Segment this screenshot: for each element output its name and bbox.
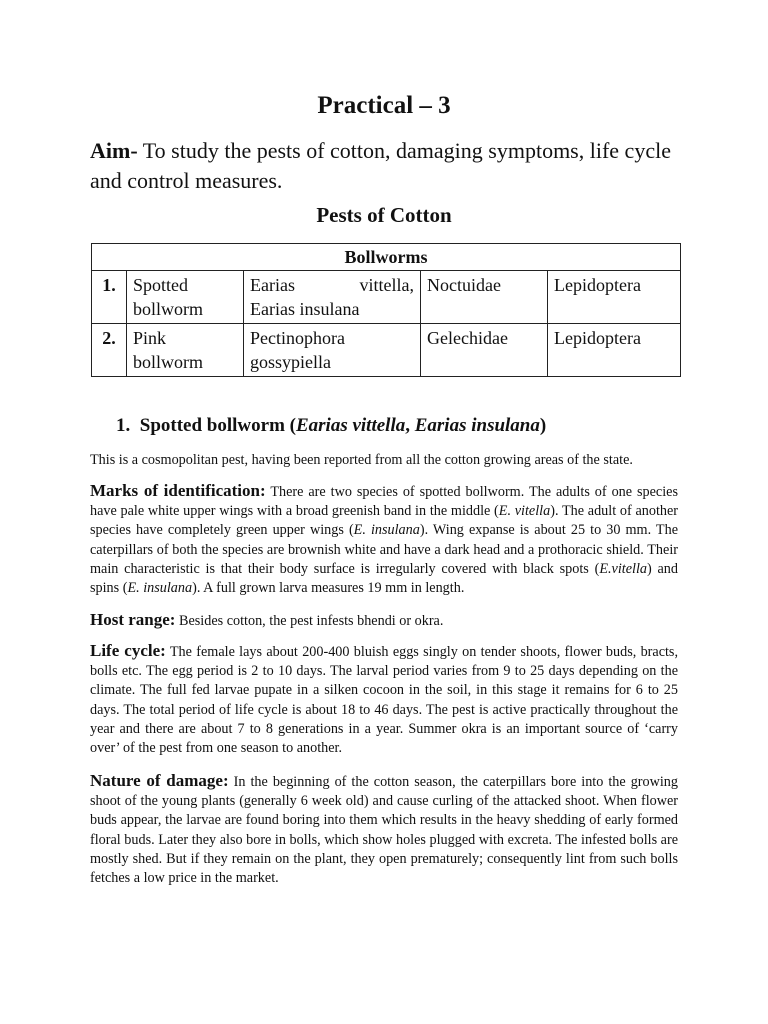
life-cycle-heading: Life cycle: (90, 641, 166, 660)
paragraph-text: ). Wing expanse is about 25 to 30 mm. The caterpillars of both the species are brownish white and have a dark head and a prothoracic shield. Their main characteristic is that their body surface is irregularly covered with black spots ( (90, 522, 678, 577)
identification-heading: Marks of identification: (90, 481, 266, 500)
section-subtitle: Pests of Cotton (316, 203, 452, 227)
species-name: E.vitella (599, 560, 647, 577)
section-sci-name: Earias insulana (414, 415, 540, 436)
row-number: 1. (92, 271, 127, 324)
paragraph-text: There are two species of spotted bollworm. The adults of one species have pale white upper wings with a broad greenish band in the middle ( (90, 484, 678, 520)
table-group-header: Bollworms (92, 244, 681, 271)
section-name: Spotted bollworm (139, 415, 285, 436)
section-paren: ) (539, 415, 547, 436)
identification-paragraph (90, 481, 678, 598)
section-paren: ( (284, 415, 296, 436)
damage-paragraph (90, 771, 678, 888)
host-range-heading: Host range: (90, 610, 176, 629)
species-name: E. insulana (127, 580, 193, 597)
pests-table (91, 243, 681, 377)
scientific-name-part: Earias insulana (250, 299, 360, 319)
table-row (92, 271, 681, 324)
species-name: E. vitella (498, 503, 551, 520)
row-number: 2. (92, 324, 127, 377)
paragraph-text: In the beginning of the cotton season, the caterpillars bore into the growing shoot of the young plants (generally 6 week old) and cause curling of the attacked shoot. When flower buds appear, the larvae are found boring into them which results in the heavy shedding of early formed floral buds. Later they also bore in bolls, which show holes plugged with excreta. The infested bolls are mostly shed. But if they remain on the plant, they open prematurely; consequently lint from such bolls fetches a low price in the market. (90, 774, 678, 887)
family-cell: Noctuidae (421, 271, 548, 324)
page-title: Practical – 3 (317, 92, 451, 119)
order-cell: Lepidoptera (548, 271, 681, 324)
family-cell: Gelechidae (421, 324, 548, 377)
species-name: E. insulana (353, 522, 420, 539)
paragraph-text: ). The adult of another species have completely green upper wings ( (90, 503, 679, 539)
common-name-cell: Spotted bollworm (127, 271, 244, 324)
aim-statement (90, 136, 690, 196)
scientific-name-cell (244, 324, 421, 377)
damage-heading: Nature of damage: (90, 771, 229, 790)
section-heading (116, 415, 546, 437)
common-name-cell: Pink bollworm (127, 324, 244, 377)
intro-paragraph: This is a cosmopolitan pest, having been reported from all the cotton growing areas of the state. (90, 452, 633, 468)
scientific-name-part: vittella, (359, 275, 414, 295)
paragraph-text: ). A full grown larva measures 19 mm in length. (192, 580, 465, 597)
table-header-row (92, 244, 681, 271)
paragraph-text: Besides cotton, the pest infests bhendi or okra. (175, 613, 444, 629)
scientific-name-part: Pectinophora (250, 328, 345, 348)
paragraph-text: The female lays about 200-400 bluish eggs singly on tender shoots, flower buds, bracts, bolls etc. The egg period is 2 to 10 days. The larval period varies from 9 to 25 days depending on the climate. The full fed larvae pupate in a silken cocoon in the soil, in this stage it remains for 6 to 25 days. The total period of life cycle is about 18 to 46 days. The pest is active practically throughout the year and there are about 7 to 8 generations in a year. Summer okra is an important source of ‘carry over’ of the pest from one season to another. (90, 644, 678, 757)
aim-label: Aim- (90, 138, 138, 163)
host-range-paragraph (90, 610, 678, 631)
order-cell: Lepidoptera (548, 324, 681, 377)
aim-text: To study the pests of cotton, damaging symptoms, life cycle and control measures. (90, 138, 671, 193)
section-comma: , (405, 415, 415, 436)
scientific-name-part: Earias (250, 275, 295, 295)
table-row (92, 324, 681, 377)
section-sci-name: Earias vittella (295, 415, 406, 436)
section-number: 1. (116, 415, 131, 436)
scientific-name-cell (244, 271, 421, 324)
scientific-name-part: gossypiella (250, 352, 331, 372)
life-cycle-paragraph (90, 641, 678, 758)
paragraph-text: ) and spins ( (90, 560, 678, 597)
